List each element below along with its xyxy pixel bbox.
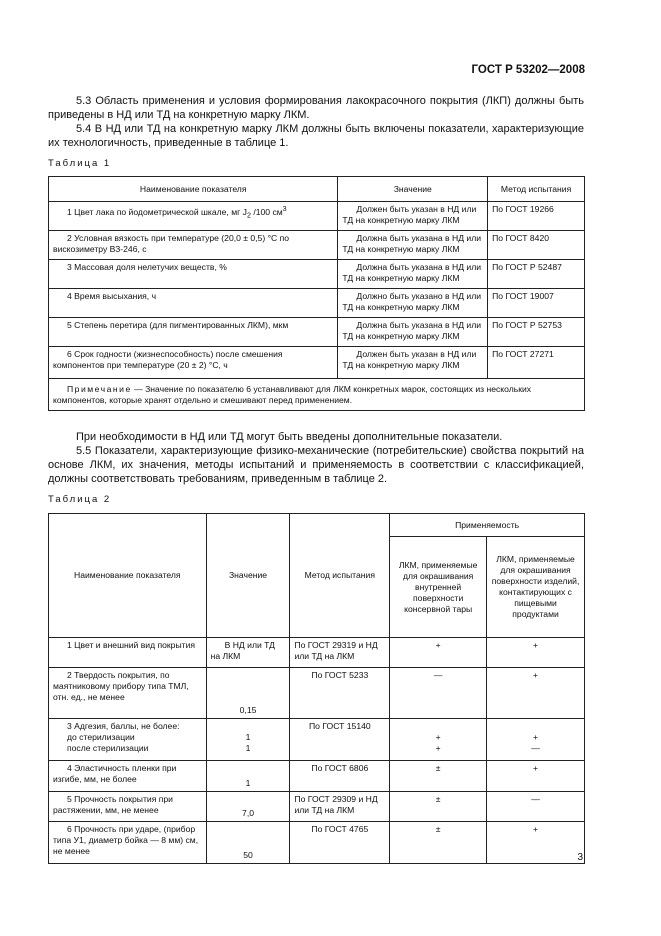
table2-cell: + [487,761,585,792]
table1-cell: Должна быть указана в НД или ТД на конкретную марку ЛКМ [338,231,488,260]
table-row [49,347,585,379]
table1-row1-value: Должен быть указан в НД или ТД на конкретную марку ЛКМ [338,202,488,231]
table2-row3-b: + — [487,719,585,761]
table2-cell: + [487,638,585,668]
intro-paragraphs [48,94,584,150]
table-row [49,668,585,719]
table-row [49,260,585,289]
table-row [49,638,585,668]
table2-row3-value: 1 1 [206,719,290,761]
table-row [49,719,585,761]
table1-caption: Таблица 1 [48,158,112,169]
table-row [49,318,585,347]
table1-cell: Должно быть указано в НД или ТД на конкретную марку ЛКМ [338,289,488,318]
table2-cell: ± [390,792,487,822]
table2-row3-a: + + [390,719,487,761]
table2-cell: В НД или ТД на ЛКМ [206,638,290,668]
table2-header-col-b: ЛКМ, применяемые для окрашивания поверхности изделий, контактирующих с пищевыми продуктами [487,537,585,638]
table2-cell: + [487,822,585,864]
table2-cell: + [487,668,585,719]
table2-header-value: Значение [206,514,290,638]
table2-cell: + [390,638,487,668]
table2-cell: 7,0 [206,792,290,822]
table2-cell: 1 Цвет и внешний вид покрытия [49,638,207,668]
table2-cell: 1 [206,761,290,792]
table2-cell: 4 Эластичность пленки при изгибе, мм, не более [49,761,207,792]
table2-cell: ± [390,761,487,792]
table1-cell: Должна быть указана в НД или ТД на конкретную марку ЛКМ [338,260,488,289]
table1-header-row [49,177,585,202]
table-2 [48,513,585,864]
table1-cell: 4 Время высыхания, ч [49,289,338,318]
table2-cell: По ГОСТ 4765 [290,822,390,864]
table1-row1-method: По ГОСТ 19266 [488,202,585,231]
table1-cell: 2 Условная вязкость при температуре (20,0 ± 0,5) °С по вискозиметру ВЗ-246, с [49,231,338,260]
document-header: ГОСТ Р 53202—2008 [471,64,585,76]
table2-cell: 0,15 [206,668,290,719]
table2-row3-name: 3 Адгезия, баллы, не более: до стерилизации после стерилизации [49,719,207,761]
table2-caption: Таблица 2 [48,494,112,505]
table-row [49,202,585,231]
table2-header-name: Наименование показателя [49,514,207,638]
table1-cell: Должен быть указан в НД или ТД на конкретную марку ЛКМ [338,347,488,379]
table1-cell: По ГОСТ Р 52753 [488,318,585,347]
table1-row1-name: 1 Цвет лака по йодометрической шкале, мг $J_2$ /100 $см^3$ [49,202,338,231]
table-row [49,289,585,318]
table2-cell: По ГОСТ 15140 [290,719,390,761]
table2-cell: 6 Прочность при ударе, (прибор типа У1, диаметр бойка — 8 мм) см, не менее [49,822,207,864]
table1-cell: По ГОСТ 8420 [488,231,585,260]
table1-cell: 3 Массовая доля нелетучих веществ, % [49,260,338,289]
table1-note-row [49,379,585,411]
table1-cell: По ГОСТ Р 52487 [488,260,585,289]
table2-cell: — [487,792,585,822]
table2-header-row [49,514,585,537]
table-row [49,761,585,792]
table2-cell: 2 Твердость покрытия, по маятниковому прибору типа ТМЛ, отн. ед., не менее [49,668,207,719]
table1-cell: По ГОСТ 27271 [488,347,585,379]
table2-header-col-a: ЛКМ, применяемые для окрашивания внутренней поверхности консервной тары [390,537,487,638]
table2-cell: 5 Прочность покрытия при растяжении, мм, не менее [49,792,207,822]
paragraph-5-3: 5.3 Область применения и условия формирования лакокрасочного покрытия (ЛКП) должны быть приведены в НД или ТД на конкретную марку ЛКМ. [48,95,584,121]
table1-header-name: Наименование показателя [49,177,338,202]
table2-cell: По ГОСТ 6806 [290,761,390,792]
table2-cell: По ГОСТ 5233 [290,668,390,719]
table1-cell: Должна быть указана в НД или ТД на конкретную марку ЛКМ [338,318,488,347]
paragraph-5-5: 5.5 Показатели, характеризующие физико-механические (потребительские) свойства покрытий на основе ЛКМ, их значения, методы испытаний и применяемость в соответствии с классификацией, должны соответствовать требованиям, приведенным в таблице 2. [48,445,584,485]
table1-cell: 5 Степень перетира (для пигментированных ЛКМ), мкм [49,318,338,347]
page-number: 3 [577,852,583,863]
table1-header-value: Значение [338,177,488,202]
middle-paragraphs [48,430,584,486]
table2-cell: По ГОСТ 29309 и НД или ТД на ЛКМ [290,792,390,822]
table-row [49,792,585,822]
table2-cell: По ГОСТ 29319 и НД или ТД на ЛКМ [290,638,390,668]
table2-header-applicability: Применяемость [390,514,585,537]
table-1 [48,176,585,411]
table1-cell: По ГОСТ 19007 [488,289,585,318]
table-row [49,231,585,260]
table2-header-method: Метод испытания [290,514,390,638]
table1-note: Примечание — Значение по показателю 6 устанавливают для ЛКМ конкретных марок, состоящих из нескольких компонентов, которые хранят отдельно и смешивают перед применением. [49,379,585,411]
paragraph-5-4: 5.4 В НД или ТД на конкретную марку ЛКМ должны быть включены показатели, характеризующие их технологичность, приведенные в таблице 1. [48,123,584,149]
table-row [49,822,585,864]
paragraph-additional: При необходимости в НД или ТД могут быть введены дополнительные показатели. [76,431,503,443]
table1-cell: 6 Срок годности (жизнеспособность) после смешения компонентов при температуре (20 ± 2) °С, ч [49,347,338,379]
table1-header-method: Метод испытания [488,177,585,202]
table2-cell: 50 [206,822,290,864]
table2-cell: — [390,668,487,719]
table2-cell: ± [390,822,487,864]
